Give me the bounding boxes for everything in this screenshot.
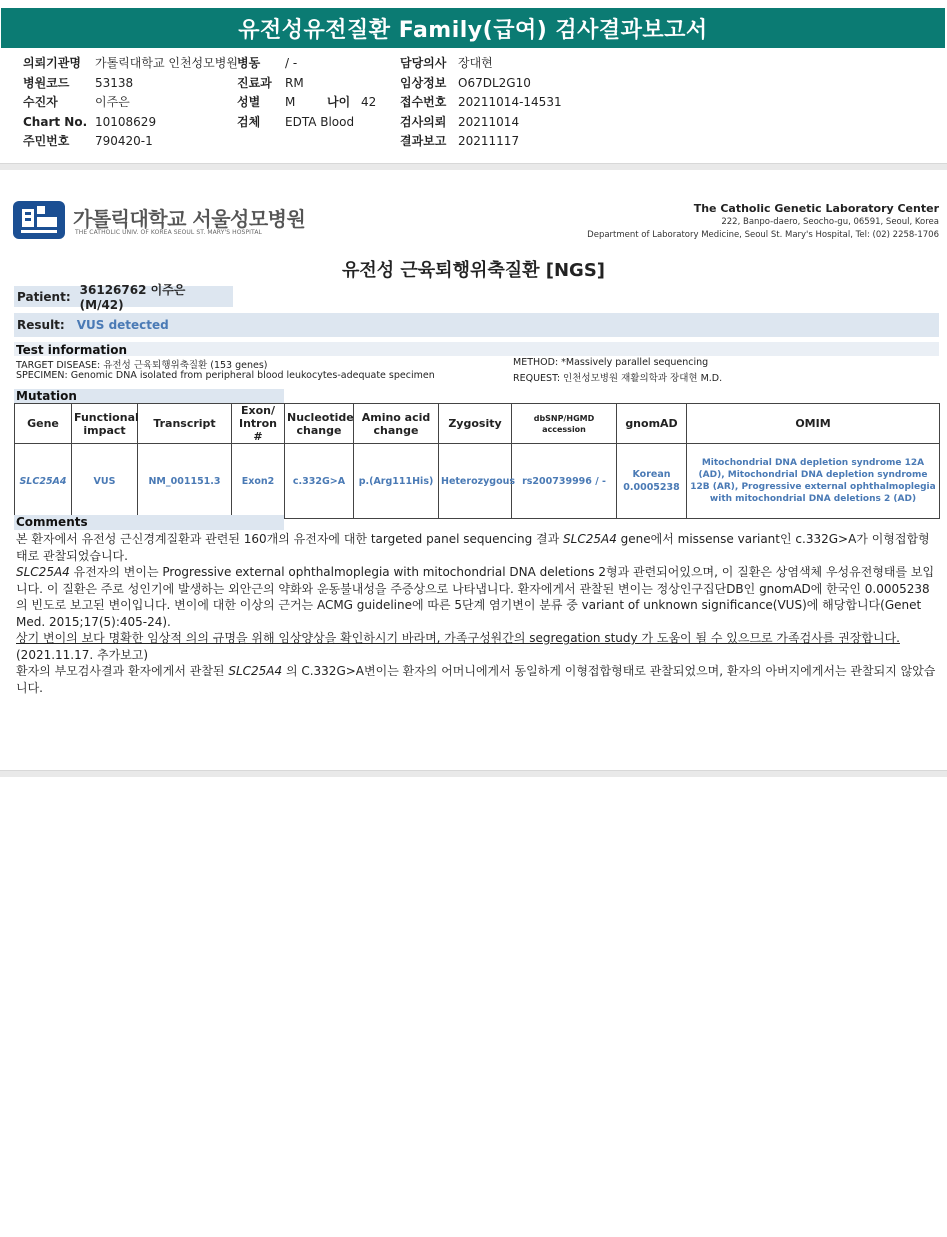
patient-value: 36126762 이주은 (M/42) xyxy=(79,283,186,312)
target-disease: TARGET DISEASE: 유전성 근육퇴행위축질환 (153 genes) xyxy=(16,360,268,371)
info-value: 이주은 xyxy=(95,95,130,109)
table-header-row xyxy=(15,404,940,444)
comment-text: 의 C.332G>A변이는 환자의 어머니에게서 동일하게 이형접합형태로 관찰되었으며, 환자의 아버지에게서는 관찰되지 않았습니다. xyxy=(16,664,936,695)
test-info-header-bg xyxy=(14,342,939,356)
info-label: 수진자 xyxy=(23,95,58,109)
table-cell: c.332G>A xyxy=(285,444,354,519)
table-cell: rs200739996 / - xyxy=(512,444,617,519)
info-value: EDTA Blood xyxy=(285,114,355,129)
info-label: 담당의사 xyxy=(400,56,447,70)
gene-name: SLC25A4 xyxy=(16,565,70,579)
result-bar xyxy=(14,313,939,337)
result-value: VUS detected xyxy=(76,318,169,332)
table-header: Transcript xyxy=(138,404,232,444)
gene-name: SLC25A4 xyxy=(563,532,617,546)
table-header: Zygosity xyxy=(439,404,512,444)
hospital-logo-icon xyxy=(13,201,65,239)
info-label: 접수번호 xyxy=(400,95,447,109)
comment-paragraph xyxy=(16,531,936,564)
comment-paragraph xyxy=(16,564,936,630)
comments-body xyxy=(16,531,936,696)
info-value: M xyxy=(285,95,296,109)
info-label: Chart No. xyxy=(23,114,88,129)
request: REQUEST: 인천성모병원 재활의학과 장대현 M.D. xyxy=(513,373,723,384)
table-header: gnomAD xyxy=(617,404,687,444)
lab-address: 222, Banpo-daero, Seocho-gu, 06591, Seoul, Korea xyxy=(721,217,939,227)
age-label: 나이 xyxy=(327,95,351,109)
info-label: 주민번호 xyxy=(23,134,70,148)
info-value: 장대현 xyxy=(458,56,493,70)
info-label: 병원코드 xyxy=(23,75,70,90)
info-value: 20211014-14531 xyxy=(458,95,562,109)
comments-title: Comments xyxy=(16,515,88,529)
table-cell: NM_001151.3 xyxy=(138,444,232,519)
info-label: 진료과 xyxy=(237,75,272,90)
patient-label: Patient: xyxy=(17,289,71,304)
info-value: 790420-1 xyxy=(95,134,153,148)
info-label: 검체 xyxy=(237,114,261,129)
comment-paragraph: 상기 변이의 보다 명확한 임상적 의의 규명을 위해 임상양상을 확인하시기 바라며, 가족구성원간의 segregation study 가 도움이 될 수 있으므로 가족검사를 권장합니다. xyxy=(16,631,900,645)
table-cell: p.(Arg111His) xyxy=(354,444,439,519)
lab-name: The Catholic Genetic Laboratory Center xyxy=(693,202,939,215)
report-title: 유전성유전질환 Family(급여) 검사결과보고서 xyxy=(238,17,708,43)
info-value: O67DL2G10 xyxy=(458,75,531,90)
info-label: 검사의뢰 xyxy=(400,114,447,129)
table-header: Nucleotide change xyxy=(285,404,354,444)
table-cell: Korean 0.0005238 xyxy=(617,444,687,519)
table-header: Exon/ Intron # xyxy=(232,404,285,444)
section-divider xyxy=(0,163,947,170)
info-label: 병동 xyxy=(237,56,261,70)
specimen: SPECIMEN: Genomic DNA isolated from peripheral blood leukocytes-adequate specimen xyxy=(16,370,435,381)
result-label: Result: xyxy=(17,318,65,332)
comment-paragraph: (2021.11.17. 추가보고) xyxy=(16,647,149,662)
info-column-3 xyxy=(400,54,562,152)
section-divider xyxy=(0,770,947,777)
table-cell: Exon2 xyxy=(232,444,285,519)
report-heading: 유전성 근육퇴행위축질환 [NGS] xyxy=(341,260,606,281)
lab-department: Department of Laboratory Medicine, Seoul St. Mary's Hospital, Tel: (02) 2258-1706 xyxy=(587,230,939,240)
info-column-1 xyxy=(23,54,238,152)
info-value: 53138 xyxy=(95,75,134,90)
table-header: Gene xyxy=(15,404,72,444)
table-header: OMIM xyxy=(687,404,940,444)
info-label: 의뢰기관명 xyxy=(23,56,81,70)
table-cell: VUS xyxy=(72,444,138,519)
comment-paragraph xyxy=(16,663,936,696)
info-value: 20211117 xyxy=(458,134,520,148)
info-column-2 xyxy=(237,54,376,132)
report-title-bar xyxy=(1,8,945,48)
table-header: Amino acid change xyxy=(354,404,439,444)
info-value: 20211014 xyxy=(458,114,520,129)
info-value: 10108629 xyxy=(95,114,157,129)
comment-text: 환자의 부모검사결과 환자에게서 관찰된 xyxy=(16,664,229,678)
comment-text: gene에서 missense variant인 c.332G>A가 이형접합형태로 관찰되었습니다. xyxy=(16,532,930,563)
table-header: dbSNP/HGMD accession xyxy=(512,404,617,444)
comment-text: 본 환자에서 유전성 근신경계질환과 관련된 160개의 유전자에 대한 targeted panel sequencing 결과 xyxy=(16,532,564,546)
hospital-name: 가톨릭대학교 서울성모병원 xyxy=(73,207,306,231)
info-value: / - xyxy=(285,56,298,70)
info-value: 가톨릭대학교 인천성모병원 xyxy=(95,56,238,70)
gene-name: SLC25A4 xyxy=(228,664,283,678)
age-value: 42 xyxy=(361,95,377,109)
mutation-table xyxy=(14,403,940,519)
mutation-title: Mutation xyxy=(16,389,77,403)
comment-text: 유전자의 변이는 Progressive external ophthalmoplegia with mitochondrial DNA deletions 2형과 관련되어있으며, 이 질환은 상염색체 우성유전형태를 보입니다. 이 질환은 주로 성인기에 발생하는 외안근의 약화와 운동불내성을 주증상으로 나타냅니다. 환자에게서 관찰된 변이는 정상인구집단DB인 gnomAD에 한국인 0.0005238의 빈도로 보고된 변이입니다. 변이에 대한 이상의 근거는 ACMG guideline에 따른 5단계 염기변이 분류 중 variant of unknown significance(VUS)에 해당합니다(Genet Med. 2015;17(5):405-24). xyxy=(16,565,935,629)
hospital-subtitle: THE CATHOLIC UNIV. OF KOREA SEOUL ST. MARY'S HOSPITAL xyxy=(75,229,263,236)
info-label: 임상정보 xyxy=(400,75,447,90)
table-cell: Mitochondrial DNA depletion syndrome 12A (AD), Mitochondrial DNA depletion syndrome 12B (AR), Progressive external ophthalmoplegia with mitochondrial DNA deletions 2 (AD) xyxy=(687,444,940,519)
info-value: RM xyxy=(285,75,304,90)
table-cell: SLC25A4 xyxy=(15,444,72,519)
table-header: Functional impact xyxy=(72,404,138,444)
info-label: 결과보고 xyxy=(400,134,447,148)
info-label: 성별 xyxy=(237,95,261,109)
patient-bar xyxy=(14,283,233,312)
table-cell: Heterozygous xyxy=(439,444,512,519)
test-info-title: Test information xyxy=(16,343,128,357)
table-row xyxy=(15,444,940,519)
method: METHOD: *Massively parallel sequencing xyxy=(513,357,709,368)
